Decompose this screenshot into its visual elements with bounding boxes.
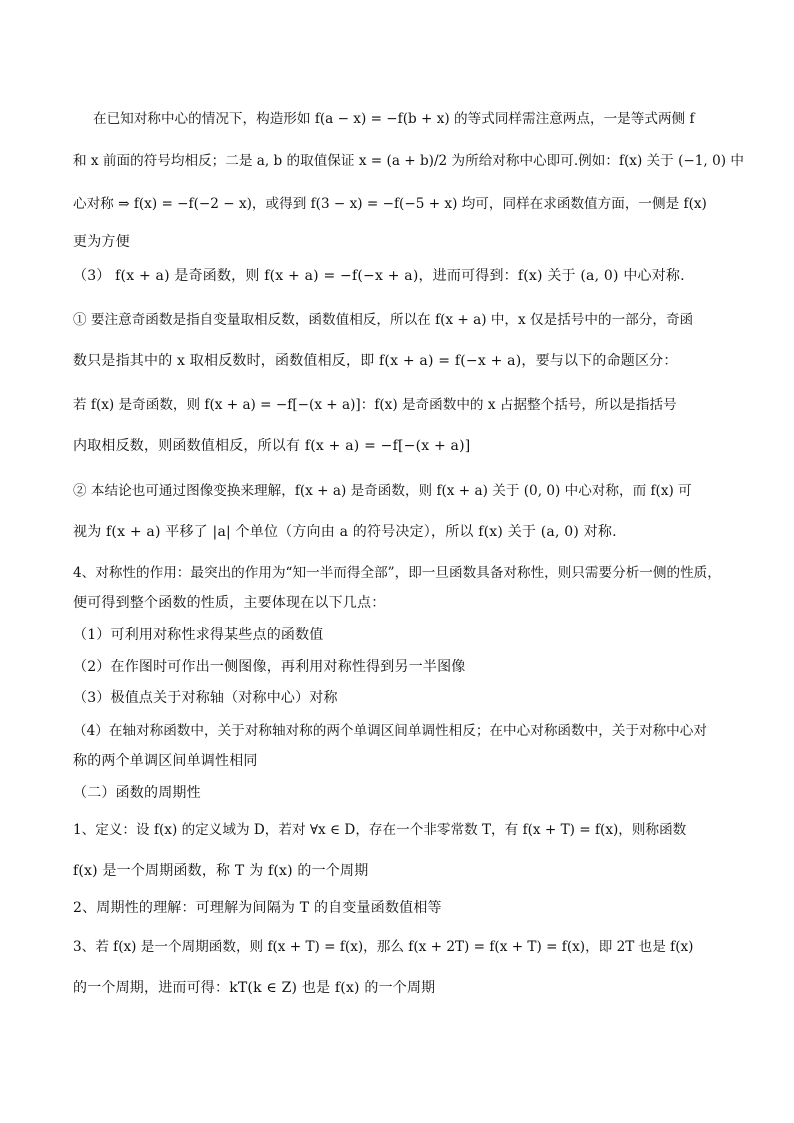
paragraph-line: 在已知对称中心的情况下，构造形如 f(a − x) = −f(b + x) 的等式同样需注意两点，一是等式两侧 f (93, 111, 695, 127)
paragraph-line: 心对称 ⇒ f(x) = −f(−2 − x)，或得到 f(3 − x) = −f(−5 + x) 均可，同样在求函数值方面，一侧是 f(x) (73, 196, 707, 212)
list-item: （1）可利用对称性求得某些点的函数值 (73, 627, 324, 643)
paragraph-line: （3） f(x + a) 是奇函数，则 f(x + a) = −f(−x + a)，进而可得到：f(x) 关于 (a, 0) 中心对称. (73, 268, 685, 284)
paragraph-line: 若 f(x) 是奇函数，则 f(x + a) = −f[−(x + a)]：f(x) 是奇函数中的 x 占据整个括号，所以是指括号 (73, 397, 677, 413)
paragraph-line: ① 要注意奇函数是指自变量取相反数，函数值相反，所以在 f(x + a) 中，x 仅是括号中的一部分，奇函 (73, 312, 694, 328)
paragraph-line: 2、周期性的理解：可理解为间隔为 T 的自变量函数值相等 (73, 900, 442, 916)
list-item: （4）在轴对称函数中，关于对称轴对称的两个单调区间单调性相反；在中心对称函数中，关于对称中心对 (73, 723, 707, 739)
paragraph-line: 更为方便 (73, 234, 130, 250)
paragraph-line: 视为 f(x + a) 平移了 |a| 个单位（方向由 a 的符号决定），所以 f(x) 关于 (a, 0) 对称. (73, 524, 617, 540)
list-item: （2）在作图时可作出一侧图像，再利用对称性得到另一半图像 (73, 659, 466, 675)
paragraph-line: 数只是指其中的 x 取相反数时，函数值相反，即 f(x + a) = f(−x + a)，要与以下的命题区分： (73, 353, 678, 369)
section-heading-symmetry-use: 4、对称性的作用：最突出的作用为“知一半而得全部”，即一旦函数具备对称性，则只需要分析一侧的性质， (73, 565, 721, 581)
paragraph-line: 便可得到整个函数的性质，主要体现在以下几点： (73, 595, 386, 611)
paragraph-line: 内取相反数，则函数值相反，所以有 f(x + a) = −f[−(x + a)] (73, 438, 471, 454)
paragraph-line: 3、若 f(x) 是一个周期函数，则 f(x + T) = f(x)，那么 f(x + 2T) = f(x + T) = f(x)，即 2T 也是 f(x) (73, 939, 694, 955)
paragraph-line: 和 x 前面的符号均相反；二是 a, b 的取值保证 x = (a + b)/2 为所给对称中心即可.例如：f(x) 关于 (−1, 0) 中 (73, 153, 744, 169)
list-item: 称的两个单调区间单调性相同 (73, 753, 258, 769)
section-heading-periodicity: （二）函数的周期性 (73, 785, 201, 801)
paragraph-line: 1、定义：设 f(x) 的定义域为 D，若对 ∀x ∈ D，存在一个非零常数 T，有 f(x + T) = f(x)，则称函数 (73, 822, 687, 838)
paragraph-line: 的一个周期，进而可得：kT(k ∈ Z) 也是 f(x) 的一个周期 (73, 980, 436, 996)
paragraph-line: ② 本结论也可通过图像变换来理解，f(x + a) 是奇函数，则 f(x + a) 关于 (0, 0) 中心对称，而 f(x) 可 (73, 483, 692, 499)
list-item: （3）极值点关于对称轴（对称中心）对称 (73, 690, 338, 706)
paragraph-line: f(x) 是一个周期函数，称 T 为 f(x) 的一个周期 (73, 863, 369, 879)
